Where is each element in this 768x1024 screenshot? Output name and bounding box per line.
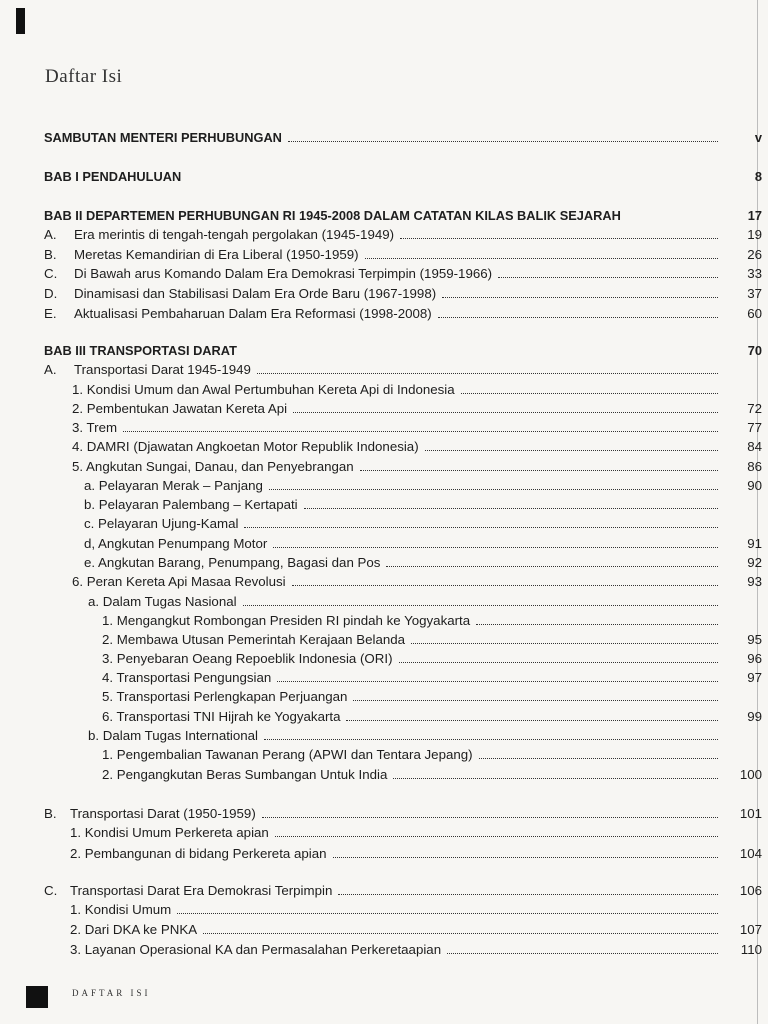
dot-leader [365, 257, 718, 259]
toc-entry-page-number: 106 [739, 883, 762, 898]
dot-leader [243, 604, 718, 606]
toc-entry [44, 573, 762, 591]
toc-entry [44, 226, 762, 244]
toc-entry-label: BAB III TRANSPORTASI DARAT [44, 343, 237, 358]
toc-entry-label: Era merintis di tengah-tengah pergolakan (1945-1949) [74, 227, 395, 242]
toc-entry [44, 593, 762, 611]
toc-entry-label: SAMBUTAN MENTERI PERHUBUNGAN [44, 130, 282, 145]
toc-entry [44, 535, 762, 553]
toc-entry-page-number: 91 [747, 536, 762, 551]
toc-entry [44, 458, 762, 476]
toc-entry [44, 342, 762, 360]
toc-entry-label: 5. Angkutan Sungai, Danau, dan Penyebrangan [72, 459, 354, 474]
toc-entry [44, 650, 762, 668]
toc-entry-label: Transportasi Darat Era Demokrasi Terpimpin [70, 883, 333, 898]
toc-entry-label: e. Angkutan Barang, Penumpang, Bagasi dan Pos [84, 555, 381, 570]
toc-entry-page-number: 17 [747, 208, 762, 223]
dot-leader [353, 699, 718, 701]
toc-entry [44, 631, 762, 649]
toc-entry-label: b. Pelayaran Palembang – Kertapati [84, 497, 298, 512]
toc-entry-letter: B. [44, 806, 57, 821]
toc-entry [44, 805, 762, 823]
toc-entry [44, 824, 762, 842]
toc-entry [44, 496, 762, 514]
toc-entry [44, 438, 762, 456]
toc-entry-letter: A. [44, 362, 57, 377]
page-title: Daftar Isi [45, 66, 123, 87]
toc-entry [44, 727, 762, 745]
toc-entry-label: 3. Trem [72, 420, 118, 435]
dot-leader [288, 140, 718, 142]
dot-leader [275, 835, 718, 837]
toc-entry-label: 2. Membawa Utusan Pemerintah Kerajaan Belanda [102, 632, 406, 647]
toc-entry-letter: A. [44, 227, 57, 242]
toc-entry-page-number: 95 [747, 632, 762, 647]
dot-leader [400, 237, 718, 239]
toc-entry-page-number: 70 [747, 343, 762, 358]
toc-entry-label: 4. Transportasi Pengungsian [102, 670, 272, 685]
dot-leader [123, 430, 718, 432]
dot-leader [292, 584, 718, 586]
toc-entry [44, 746, 762, 764]
toc-entry-page-number: 99 [747, 709, 762, 724]
toc-entry-label: 4. DAMRI (Djawatan Angkoetan Motor Republik Indonesia) [72, 439, 419, 454]
toc-entry-page-number: 107 [739, 922, 762, 937]
toc-entry [44, 901, 762, 919]
toc-entry-label: b. Dalam Tugas International [88, 728, 259, 743]
dot-leader [273, 546, 718, 548]
toc-entry-page-number: 92 [747, 555, 762, 570]
toc-entry-page-number: 86 [747, 459, 762, 474]
dot-leader [244, 526, 718, 528]
toc-entry-label: BAB I PENDAHULUAN [44, 169, 182, 184]
footer-label: DAFTAR ISI [72, 988, 151, 998]
toc-entry-label: 1. Kondisi Umum dan Awal Pertumbuhan Kereta Api di Indonesia [72, 382, 455, 397]
toc-entry-page-number: 93 [747, 574, 762, 589]
toc-entry [44, 554, 762, 572]
toc-entry-label: 1. Mengangkut Rombongan Presiden RI pindah ke Yogyakarta [102, 613, 471, 628]
dot-leader [333, 856, 718, 858]
toc-entry-label: Meretas Kemandirian di Era Liberal (1950-1959) [74, 247, 359, 262]
toc-entry-page-number: 100 [739, 767, 762, 782]
toc-entry-label: Transportasi Darat (1950-1959) [70, 806, 256, 821]
toc-entry-letter: E. [44, 306, 57, 321]
dot-leader [269, 488, 718, 490]
toc-entry [44, 612, 762, 630]
dot-leader [442, 296, 718, 298]
toc-entry [44, 305, 762, 323]
toc-entry-label: 1. Kondisi Umum [70, 902, 172, 917]
toc-entry [44, 246, 762, 264]
toc-entry-letter: D. [44, 286, 58, 301]
toc-entry-letter: C. [44, 266, 58, 281]
footer-mark [26, 986, 48, 1008]
toc-entry-label: 2. Pembangunan di bidang Perkereta apian [70, 846, 327, 861]
toc-entry [44, 941, 762, 959]
toc-entry [44, 265, 762, 283]
dot-leader [425, 449, 718, 451]
toc-entry-label: 1. Kondisi Umum Perkereta apian [70, 825, 269, 840]
toc-entry [44, 168, 762, 186]
toc-entry [44, 361, 762, 379]
toc-entry-label: a. Pelayaran Merak – Panjang [84, 478, 263, 493]
dot-leader [203, 932, 718, 934]
toc-entry [44, 400, 762, 418]
dot-leader [293, 411, 718, 413]
toc-entry [44, 708, 762, 726]
toc-entry-page-number: 77 [747, 420, 762, 435]
dot-leader [461, 392, 718, 394]
toc-entry-page-number: 96 [747, 651, 762, 666]
toc-entry [44, 477, 762, 495]
toc-entry-label: Di Bawah arus Komando Dalam Era Demokrasi Terpimpin (1959-1966) [74, 266, 493, 281]
dot-leader [498, 276, 718, 278]
toc-entry-label: 3. Penyebaran Oeang Repoeblik Indonesia (ORI) [102, 651, 393, 666]
dot-leader [338, 893, 718, 895]
toc-entry-label: d, Angkutan Penumpang Motor [84, 536, 268, 551]
toc-entry-page-number: 101 [739, 806, 762, 821]
toc-entry-page-number: 84 [747, 439, 762, 454]
toc-entry-letter: B. [44, 247, 57, 262]
toc-entry-label: 6. Peran Kereta Api Masaa Revolusi [72, 574, 286, 589]
dot-leader [386, 565, 718, 567]
toc-entry-label: 2. Pengangkutan Beras Sumbangan Untuk India [102, 767, 388, 782]
dot-leader [399, 661, 719, 663]
toc-entry-page-number: 60 [747, 306, 762, 321]
dot-leader [393, 777, 718, 779]
dot-leader [438, 316, 718, 318]
toc-entry [44, 381, 762, 399]
toc-entry-page-number: 72 [747, 401, 762, 416]
toc-entry-label: Aktualisasi Pembaharuan Dalam Era Reformasi (1998-2008) [74, 306, 432, 321]
toc-entry-label: 2. Dari DKA ke PNKA [70, 922, 198, 937]
dot-leader [346, 719, 718, 721]
dot-leader [476, 623, 718, 625]
toc-entry-page-number: 26 [747, 247, 762, 262]
toc-entry [44, 688, 762, 706]
toc-entry-page-number: 8 [754, 169, 762, 184]
toc-entry-page-number: 37 [747, 286, 762, 301]
toc-entry-label: 3. Layanan Operasional KA dan Permasalahan Perkeretaapian [70, 942, 442, 957]
toc-entry-page-number: 110 [740, 942, 762, 957]
toc-entry-label: 5. Transportasi Perlengkapan Perjuangan [102, 689, 348, 704]
toc-entry [44, 921, 762, 939]
dot-leader [257, 372, 718, 374]
toc-entry-label: 2. Pembentukan Jawatan Kereta Api [72, 401, 288, 416]
dot-leader [264, 738, 718, 740]
toc-entry-label: BAB II DEPARTEMEN PERHUBUNGAN RI 1945-2008 DALAM CATATAN KILAS BALIK SEJARAH [44, 208, 621, 223]
dot-leader [447, 952, 718, 954]
toc-entry-label: c. Pelayaran Ujung-Kamal [84, 516, 239, 531]
toc-entry [44, 207, 762, 225]
dot-leader [360, 469, 718, 471]
toc-entry-letter: C. [44, 883, 58, 898]
toc-entry [44, 845, 762, 863]
toc-entry-label: Transportasi Darat 1945-1949 [74, 362, 251, 377]
scan-corner-mark [16, 8, 25, 34]
dot-leader [479, 757, 718, 759]
dot-leader [262, 816, 718, 818]
toc-entry-label: a. Dalam Tugas Nasional [88, 594, 237, 609]
toc-entry-page-number: 97 [747, 670, 762, 685]
toc-entry-page-number: 90 [747, 478, 762, 493]
toc-entry-page-number: 104 [739, 846, 762, 861]
dot-leader [177, 912, 718, 914]
toc-entry-label: 1. Pengembalian Tawanan Perang (APWI dan Tentara Jepang) [102, 747, 473, 762]
toc-entry-label: Dinamisasi dan Stabilisasi Dalam Era Orde Baru (1967-1998) [74, 286, 437, 301]
toc-entry [44, 669, 762, 687]
toc-entry [44, 882, 762, 900]
toc-entry-page-number: 33 [747, 266, 762, 281]
toc-entry [44, 419, 762, 437]
dot-leader [277, 680, 718, 682]
toc-entry-label: 6. Transportasi TNI Hijrah ke Yogyakarta [102, 709, 341, 724]
toc-entry [44, 129, 762, 147]
dot-leader [304, 507, 718, 509]
toc-entry-page-number: v [754, 130, 762, 145]
toc-entry-page-number: 19 [747, 227, 762, 242]
toc-entry [44, 515, 762, 533]
toc-entry [44, 766, 762, 784]
dot-leader [411, 642, 718, 644]
toc-entry [44, 285, 762, 303]
